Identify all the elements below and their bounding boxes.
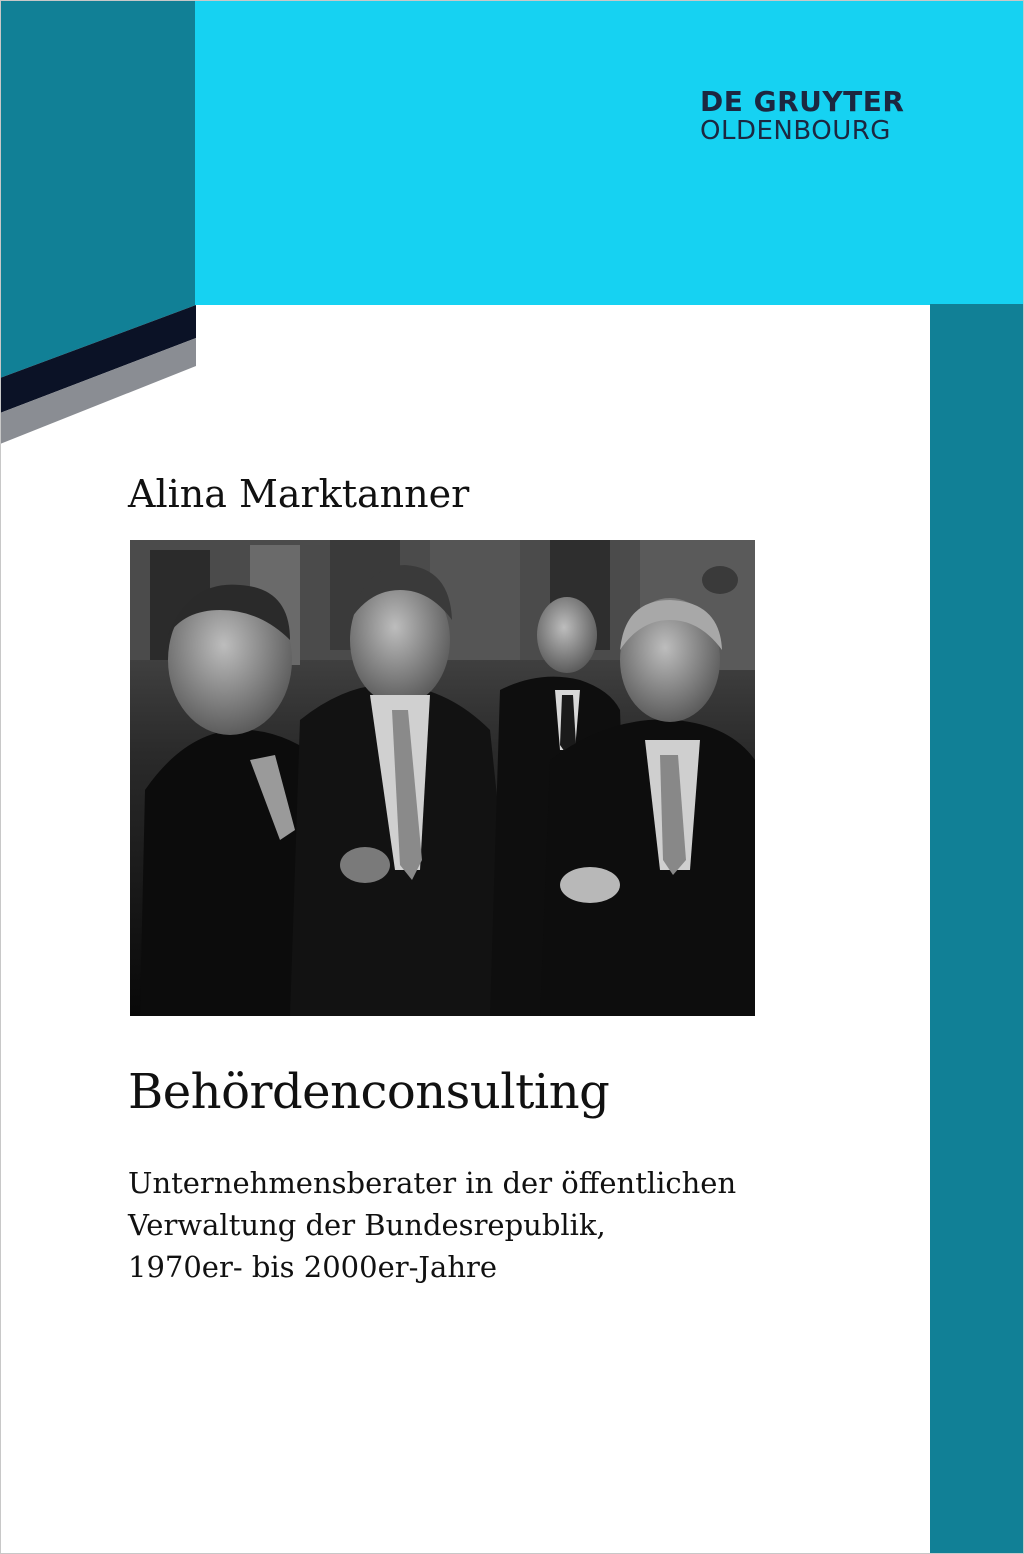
- right-teal-band: [930, 304, 1024, 1554]
- publisher-name-line1: DE GRUYTER: [700, 85, 905, 118]
- subtitle-line-2: Verwaltung der Bundesrepublik,: [128, 1208, 606, 1242]
- author-name: Alina Marktanner: [128, 472, 470, 516]
- cover-photo: [130, 540, 755, 1016]
- book-title: Behördenconsulting: [128, 1064, 610, 1120]
- top-cyan-band: [195, 0, 1024, 305]
- subtitle-line-3: 1970er- bis 2000er-Jahre: [128, 1250, 498, 1284]
- book-subtitle: [128, 1162, 908, 1288]
- subtitle-line-1: Unternehmensberater in der öffentlichen: [128, 1166, 737, 1200]
- left-decorative-band: [0, 0, 196, 450]
- publisher-logo: [700, 85, 905, 146]
- cover-photo-illustration: [130, 540, 755, 1016]
- publisher-name-line2: OLDENBOURG: [700, 116, 891, 146]
